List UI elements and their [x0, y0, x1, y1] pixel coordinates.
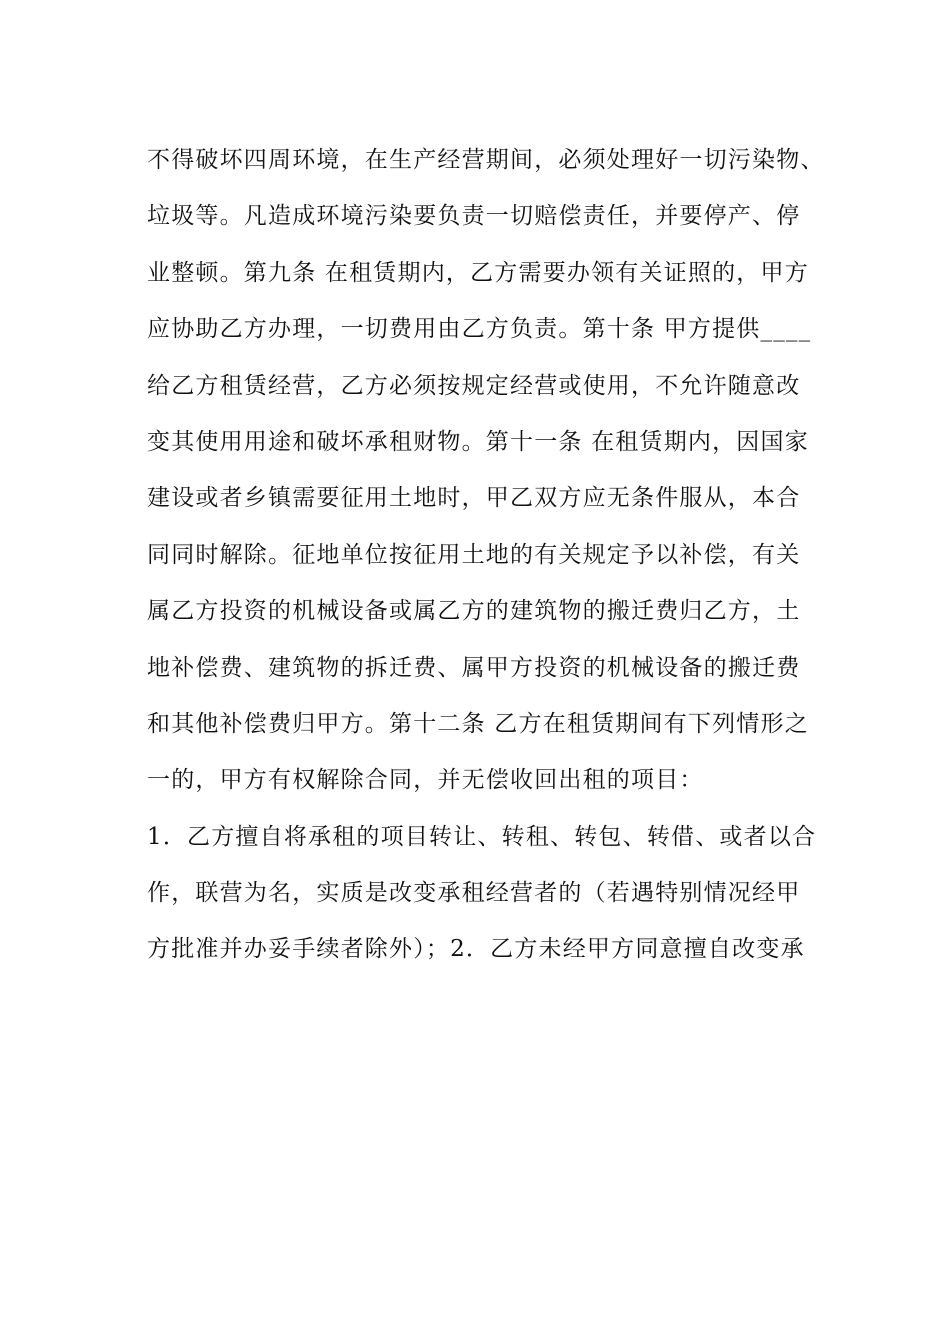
text-line-2: 垃圾等。凡造成环境污染要负责一切赔偿责任，并要停产、停 [147, 203, 801, 230]
text-line-8: 同同时解除。征地单位按征用土地的有关规定予以补偿，有关 [147, 541, 801, 568]
text-line-4: 应协助乙方办理，一切费用由乙方负责。第十条 甲方提供____ [147, 316, 812, 343]
contract-body-text [147, 132, 827, 978]
text-line-10: 地补偿费、建筑物的拆迁费、属甲方投资的机械设备的搬迁费 [147, 654, 801, 681]
text-line-1: 不得破坏四周环境，在生产经营期间，必须处理好一切污染物、 [147, 147, 825, 173]
text-line-9: 属乙方投资的机械设备或属乙方的建筑物的搬迁费归乙方，土 [147, 598, 801, 625]
text-line-14: 作，联营为名，实质是改变承租经营者的（若遇特别情况经甲 [147, 880, 801, 907]
text-line-13: 1．乙方擅自将承租的项目转让、转租、转包、转借、或者以合 [147, 823, 817, 850]
text-line-5: 给乙方租赁经营，乙方必须按规定经营或使用，不允许随意改 [147, 372, 801, 399]
text-line-7: 建设或者乡镇需要征用土地时，甲乙双方应无条件服从，本合 [147, 485, 801, 512]
text-line-6: 变其使用用途和破坏承租财物。第十一条 在租赁期内，因国家 [147, 428, 809, 455]
text-line-11: 和其他补偿费归甲方。第十二条 乙方在租赁期间有下列情形之 [147, 710, 809, 737]
text-line-15: 方批准并办妥手续者除外）；2．乙方未经甲方同意擅自改变承 [147, 936, 805, 963]
text-line-3: 业整顿。第九条 在租赁期内，乙方需要办领有关证照的，甲方 [147, 259, 809, 286]
text-line-12: 一的，甲方有权解除合同，并无偿收回出租的项目： [147, 767, 704, 794]
